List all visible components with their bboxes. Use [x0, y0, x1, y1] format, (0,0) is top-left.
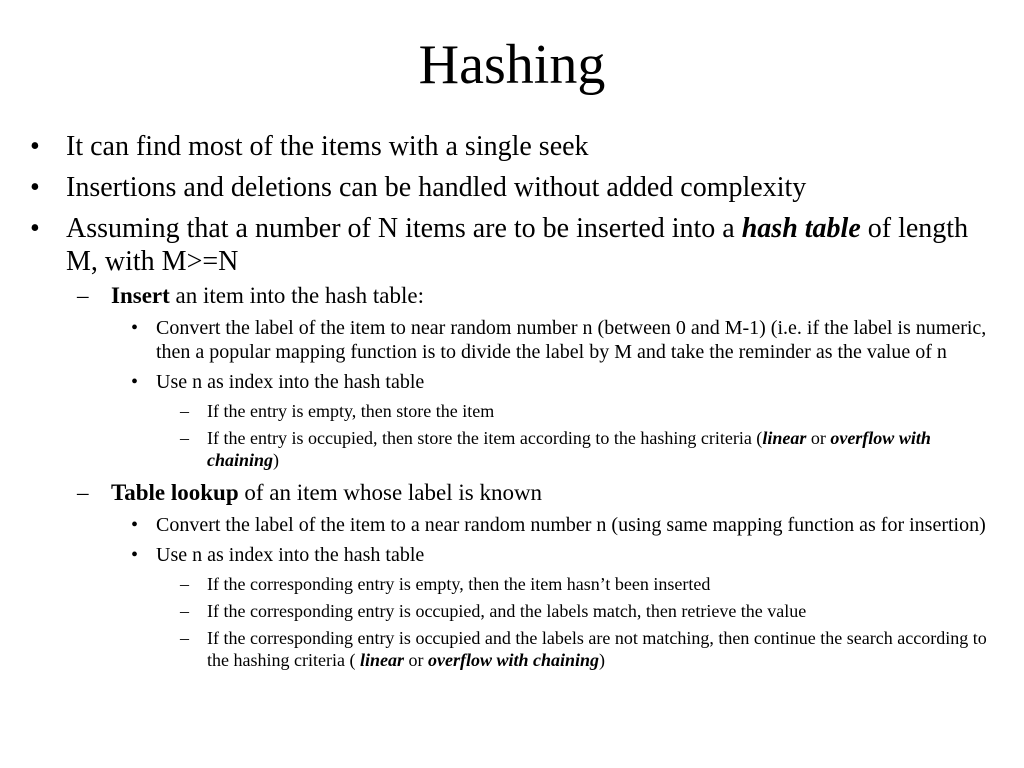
case-text: If the entry is empty, then store the item — [207, 401, 495, 421]
bullet-point — [30, 130, 1000, 163]
lookup-label: Table lookup — [111, 480, 239, 505]
insert-step — [30, 316, 1000, 364]
case-text: If the corresponding entry is occupied and the labels are not matching, then continue the search according to the hashing criteria ( — [207, 628, 987, 670]
dash-marker: – — [180, 428, 189, 448]
case-text: ) — [599, 650, 605, 670]
case-text: If the entry is occupied, then store the item according to the hashing criteria ( — [207, 428, 763, 448]
case-text: ) — [273, 450, 280, 470]
bullet-marker: • — [131, 317, 139, 339]
case-text: or — [806, 428, 831, 448]
emphasis-linear: linear — [359, 650, 404, 670]
bullet-marker: • — [30, 131, 40, 162]
sub-point-insert — [30, 282, 1000, 310]
insert-label: Insert — [111, 283, 170, 308]
insert-case — [30, 400, 1000, 422]
insert-case — [30, 427, 1000, 471]
lookup-text: of an item whose label is known — [238, 480, 543, 505]
slide-body — [30, 130, 1000, 676]
dash-marker: – — [180, 574, 189, 594]
bullet-marker: • — [131, 371, 139, 393]
bullet-marker: • — [30, 172, 40, 203]
case-text: If the corresponding entry is occupied, and the labels match, then retrieve the value — [207, 601, 807, 621]
dash-marker: – — [77, 480, 89, 505]
lookup-case — [30, 627, 1000, 671]
step-text: Convert the label of the item to near random number n (between 0 and M-1) (i.e. if the label is numeric, then a popular mapping function is to divide the label by M and take the reminder as the value of n — [156, 317, 987, 363]
point-text: It can find most of the items with a single seek — [66, 131, 589, 162]
step-text: Use n as index into the hash table — [156, 371, 425, 393]
dash-marker: – — [180, 401, 189, 421]
slide-title: Hashing — [418, 34, 606, 96]
case-text: If the corresponding entry is empty, then the item hasn’t been inserted — [207, 574, 711, 594]
emphasis-linear: linear — [762, 428, 807, 448]
point-text: Assuming that a number of N items are to be inserted into a — [66, 213, 742, 244]
lookup-case — [30, 573, 1000, 595]
point-text: of length M, with M>=N — [66, 213, 969, 277]
lookup-step — [30, 543, 1000, 567]
bullet-point — [30, 212, 1000, 278]
bullet-point — [30, 171, 1000, 204]
step-text: Convert the label of the item to a near random number n (using same mapping function as for insertion) — [156, 514, 986, 536]
lookup-case — [30, 600, 1000, 622]
emphasis-hash-table: hash table — [741, 213, 861, 244]
dash-marker: – — [77, 283, 89, 308]
sub-point-lookup — [30, 479, 1000, 507]
lookup-step — [30, 513, 1000, 537]
case-text: or — [403, 650, 428, 670]
bullet-marker: • — [131, 514, 139, 536]
emphasis-overflow: overflow with chaining — [207, 428, 931, 470]
bullet-marker: • — [30, 213, 40, 244]
point-text: Insertions and deletions can be handled without added complexity — [66, 172, 807, 203]
emphasis-overflow: overflow with chaining — [427, 650, 599, 670]
step-text: Use n as index into the hash table — [156, 544, 425, 566]
dash-marker: – — [180, 601, 189, 621]
insert-step — [30, 370, 1000, 394]
dash-marker: – — [180, 628, 189, 648]
insert-text: an item into the hash table: — [169, 283, 424, 308]
bullet-marker: • — [131, 544, 139, 566]
